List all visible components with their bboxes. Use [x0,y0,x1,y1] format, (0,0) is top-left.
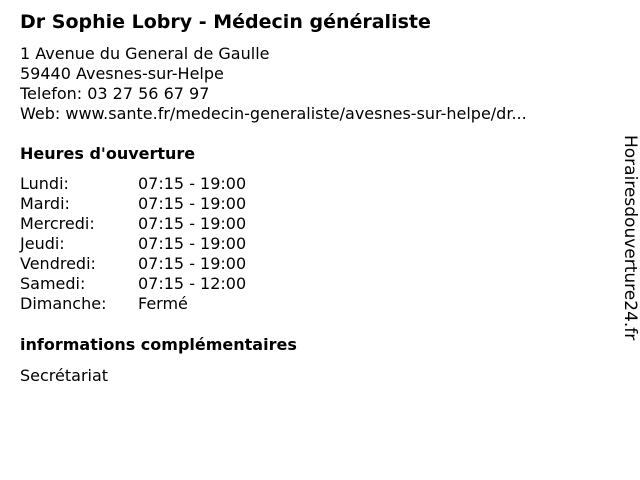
hours-day: Lundi: [20,174,69,193]
doctor-info-card [20,8,600,386]
website-link[interactable]: Web: www.sante.fr/medecin-generaliste/avesnes-sur-helpe/dr... [20,104,527,123]
hours-day: Mardi: [20,194,70,213]
hours-day: Samedi: [20,274,86,293]
hours-time: 07:15 - 12:00 [138,274,247,293]
hours-time: Fermé [138,294,188,313]
hours-day: Jeudi: [20,234,65,253]
hours-time: 07:15 - 19:00 [138,214,247,233]
hours-row-tuesday [20,194,600,214]
hours-row-monday [20,174,600,194]
hours-time: 07:15 - 19:00 [138,174,247,193]
hours-time: 07:15 - 19:00 [138,194,247,213]
hours-row-thursday [20,234,600,254]
page-title: Dr Sophie Lobry - Médecin généraliste [20,11,431,33]
hours-day: Vendredi: [20,254,96,273]
street-address: 1 Avenue du General de Gaulle [20,44,270,63]
hours-day: Dimanche: [20,294,107,313]
hours-row-friday [20,254,600,274]
hours-day: Mercredi: [20,214,95,233]
opening-hours-heading: Heures d'ouverture [20,144,196,163]
hours-row-wednesday [20,214,600,234]
hours-row-sunday [20,294,600,314]
additional-info-heading: informations complémentaires [20,335,297,354]
opening-hours-table [20,174,600,314]
site-watermark: Horairesdouverture24.fr [620,135,640,341]
city-address: 59440 Avesnes-sur-Helpe [20,64,224,83]
address-block [20,44,600,124]
hours-row-saturday [20,274,600,294]
hours-time: 07:15 - 19:00 [138,234,247,253]
hours-time: 07:15 - 19:00 [138,254,247,273]
phone-number: Telefon: 03 27 56 67 97 [20,84,210,103]
additional-info-text: Secrétariat [20,366,109,385]
